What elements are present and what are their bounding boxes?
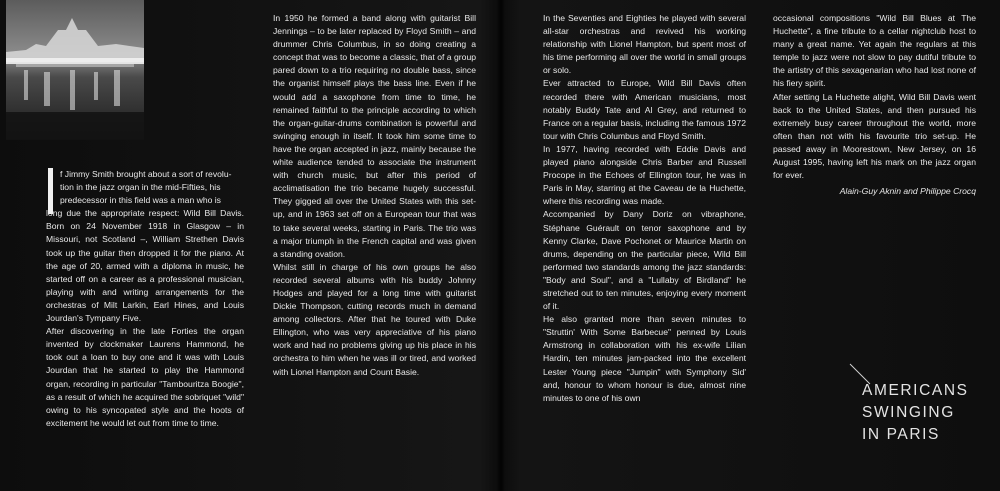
album-title (862, 380, 982, 446)
text-column-1 (46, 168, 244, 430)
paragraph: Ever attracted to Europe, Wild Bill Davis often recorded there with American musicians, most notably Buddy Tate and Al Grey, and returned to France on a regular basis, including the famous 1972 tour with Chris Columbus and Floyd Smith. (543, 78, 746, 141)
paragraph (46, 168, 244, 325)
paragraph: After setting La Huchette alight, Wild Bill Davis went back to the United States, and then pursued his extremely busy career throughout the world, more often than not with his favourite trio set-up. He passed away in Moorestown, New Jersey, on 16 August 1995, having left his mark on the jazz organ for ever. (773, 91, 976, 181)
title-line-1: AMERICANS (862, 382, 969, 399)
paragraph: He also granted more than seven minutes to "Struttin' With Some Barbecue" penned by Louis Armstrong in collaboration with his ex-wife Lilian Hardin, ten minutes jam-packed into the excellent Lester Young piece "Jumpin" with Symphony Sid' and, honour to whom honour is due, almost nine minutes to one of his own (543, 314, 746, 403)
text-column-2 (273, 12, 476, 379)
author-credits: Alain-Guy Aknin and Philippe Crocq (839, 186, 976, 197)
paragraph: In 1977, having recorded with Eddie Davis and played piano alongside Chris Barber and Russell Procope in the Echoes of Ellington tour, he was in Paris in May, starring at the Caveau de la Huchette, where this recording was made. (543, 143, 746, 207)
text-column-3 (543, 12, 746, 405)
paragraph: occasional compositions "Wild Bill Blues at The Huchette", a fine tribute to a cellar nightclub host to many a great name. Yet again the regulars at this temple to jazz were not slow to pay dutiful tribute to the artistry of this sexagenarian who had lost none of his fiery spirit. (773, 13, 976, 89)
paragraph: Whilst still in charge of his own groups he also recorded several albums with his buddy Johnny Hodges and played for a long time with guitarist Dickie Thompson, cutting records much in demand among collectors. After that he toured with Duke Ellington, who was very appreciative of his piano work and had no problems giving up his place in his orchestra to him when he was ill or tired, and worked with Lionel Hampton and Count Basie. (273, 261, 476, 377)
paragraph: In the Seventies and Eighties he played with several all-star orchestras and revived his working relationship with Lionel Hampton, but spent most of his time performing all over the world in small groups or solo. (543, 13, 746, 76)
paragraph: After discovering in the late Forties the organ invented by clockmaker Laurens Hammond, he took out a loan to buy one and it was with Louis Jourdan that he started to play the Hammond organ, recording in particular "Tambouritza Boogie", as a result of which he acquired the sobriquet "wild" owing to his syncopated style and the hoots of excitement he would let out from time to time. (46, 326, 244, 428)
text-column-4 (773, 12, 976, 198)
title-line-3: IN PARIS (862, 426, 940, 443)
paragraph: Accompanied by Dany Doriz on vibraphone, Stéphane Guérault on tenor saxophone and by Kenny Clarke, Dave Pochonet or Maurice Martin on drums, depending on the particular piece, Wild Bill performed two standards among the jazz standards: "Body and Soul", and a "Lullaby of Birdland" he stretched out to ten minutes, enjoying every moment of it. (543, 209, 746, 312)
paragraph-lead: f Jimmy Smith brought about a sort of revolu- tion in the jazz organ in the mid-Fifties, his predecessor in this field was a man who is (60, 169, 232, 206)
page-fold (497, 0, 505, 491)
paragraph-continuation: long due the appropriate respect: Wild Bill Davis. Born on 24 November 1918 in Glasgow – in Missouri, not Scotland –, William Strethen Davis took up the guitar then dropped it for the piano. At the age of 20, armed with a diploma in music, he started off on a career as a professional musician, playing with and writing arrangements for the orchestras of Milt Larkin, Earl Hines, and Louis Jourdan's Tympany Five. (46, 208, 244, 324)
title-line-2: SWINGING (862, 404, 955, 421)
paragraph: In 1950 he formed a band along with guitarist Bill Jennings – to be later replaced by Floyd Smith – and drummer Chris Columbus, in so doing creating a concept that was to become a classic, that of a group pared down to a trio requiring no double bass, since the organist himself plays the bass line. Even if he would add a saxophone from time to time, he remained faithful to the principle according to which the organ-guitar-drums combination is powerful and swinging enough in itself. It took him some time to have the organ accepted in jazz, mainly because the white audience tended to associate the instrument with church music, but after this period of acclimatisation the trio became hugely successful. They gigged all over the United States with this set-up, and in 1963 set off on a European tour that was to take several weeks, starting in Paris. The trio was a major triumph in the French capital and was given a standing ovation. (273, 13, 476, 259)
paris-night-photo (6, 0, 144, 140)
